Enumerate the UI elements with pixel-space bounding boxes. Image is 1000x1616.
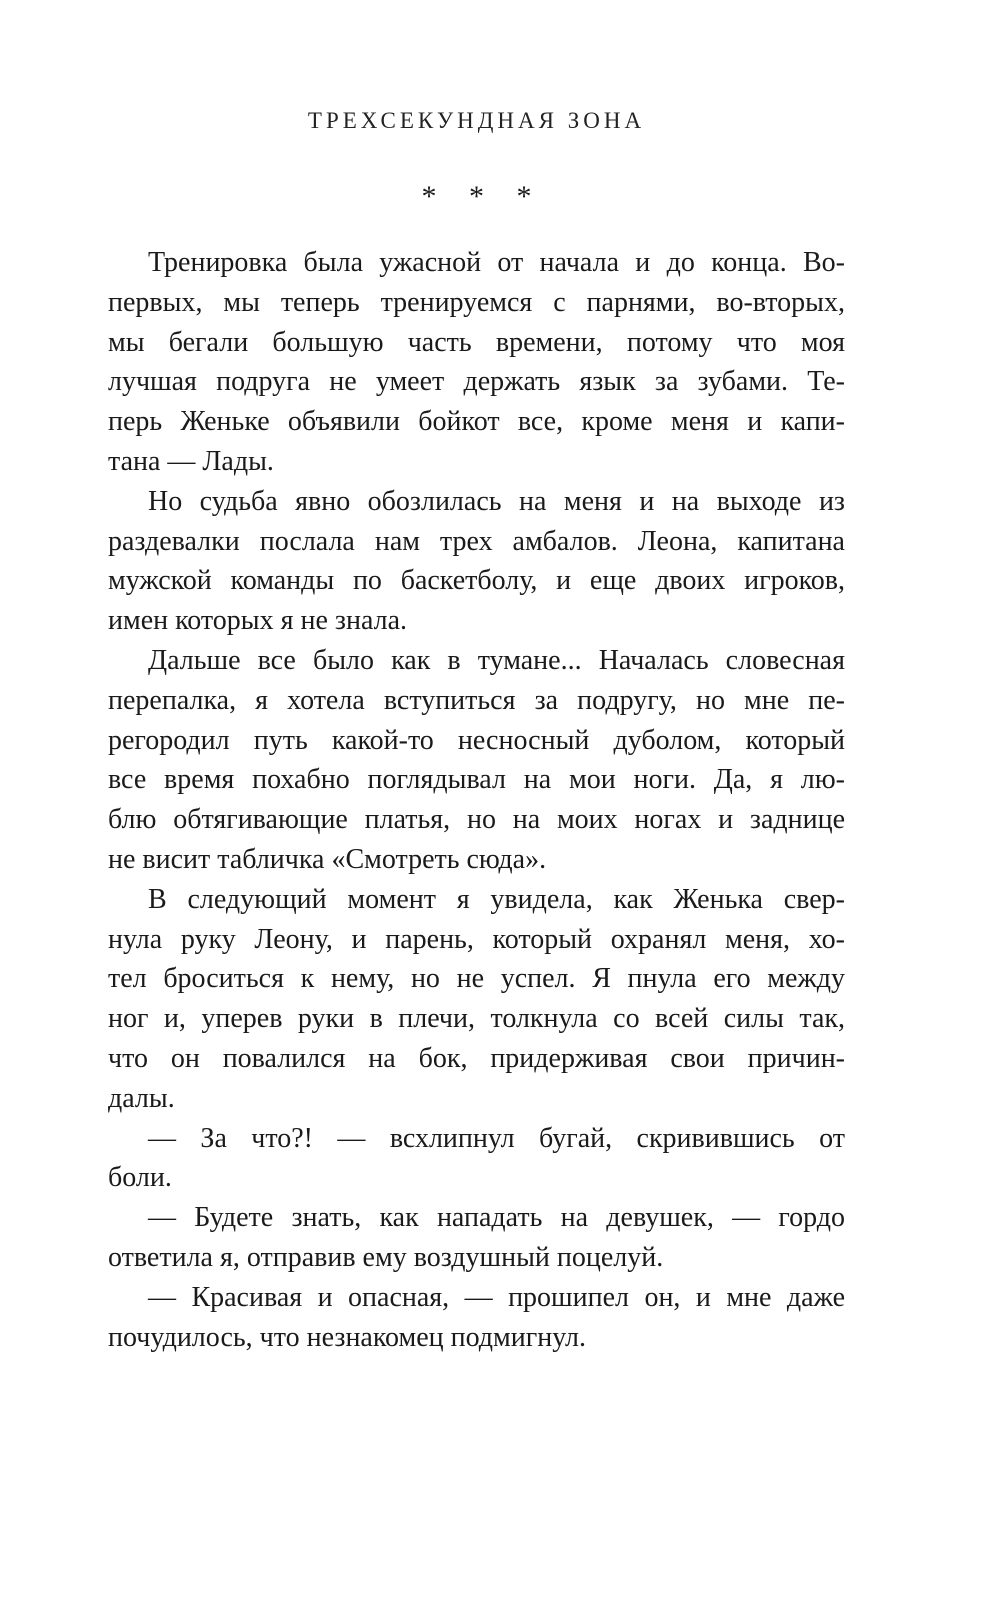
paragraph <box>108 880 845 1119</box>
text-line: ответила я, отправив ему воздушный поцелуй. <box>108 1241 664 1273</box>
text-line: раздевалки послала нам трех амбалов. Леона, капитана <box>108 525 845 557</box>
running-header: ТРЕХСЕКУНДНАЯ ЗОНА <box>307 108 646 133</box>
text-line: мы бегали большую часть времени, потому что моя <box>108 326 845 358</box>
text-line: В следующий момент я увидела, как Женька свер- <box>148 883 845 915</box>
text-line: что он повалился на бок, придерживая свои причин- <box>108 1042 845 1074</box>
text-line: регородил путь какой-то несносный дуболом, который <box>108 724 845 756</box>
text-line: почудилось, что незнакомец подмигнул. <box>108 1321 586 1353</box>
text-line: блю обтягивающие платья, но на моих ногах и заднице <box>108 804 845 836</box>
section-separator: * * * <box>421 180 532 213</box>
text-line: первых, мы теперь тренируемся с парнями, во-вторых, <box>108 286 845 318</box>
text-line: перепалка, я хотела вступиться за подругу, но мне пе- <box>108 684 845 716</box>
text-line: — Красивая и опасная, — прошипел он, и мне даже <box>148 1281 845 1313</box>
text-line: все время похабно поглядывал на мои ноги. Да, я лю- <box>108 764 845 796</box>
paragraph <box>108 1278 845 1358</box>
paragraph <box>108 1198 845 1278</box>
text-line: тел броситься к нему, но не успел. Я пнула его между <box>108 963 845 995</box>
text-line: далы. <box>108 1082 175 1114</box>
text-line: боли. <box>108 1162 172 1194</box>
body-text <box>108 243 845 1357</box>
paragraph <box>108 1119 845 1199</box>
text-line: перь Женьке объявили бойкот все, кроме меня и капи- <box>108 406 845 438</box>
text-line: лучшая подруга не умеет держать язык за зубами. Те- <box>108 366 845 398</box>
paragraph <box>108 641 845 880</box>
text-line: нула руку Леону, и парень, который охранял меня, хо- <box>108 923 845 955</box>
paragraph <box>108 243 845 482</box>
text-line: — Будете знать, как нападать на девушек, — гордо <box>148 1202 845 1234</box>
paragraph <box>108 482 845 641</box>
text-line: Но судьба явно обозлилась на меня и на выходе из <box>148 485 845 517</box>
text-line: ног и, уперев руки в плечи, толкнула со всей силы так, <box>108 1003 845 1035</box>
text-line: не висит табличка «Смотреть сюда». <box>108 843 547 875</box>
text-line: — За что?! — всхлипнул бугай, скривившись от <box>148 1122 845 1154</box>
text-line: имен которых я не знала. <box>108 605 408 637</box>
text-line: Дальше все было как в тумане... Началась словесная <box>148 644 845 676</box>
text-line: тана — Лады. <box>108 445 274 477</box>
text-line: Тренировка была ужасной от начала и до конца. Во- <box>148 247 845 278</box>
text-line: мужской команды по баскетболу, и еще двоих игроков, <box>108 565 845 597</box>
